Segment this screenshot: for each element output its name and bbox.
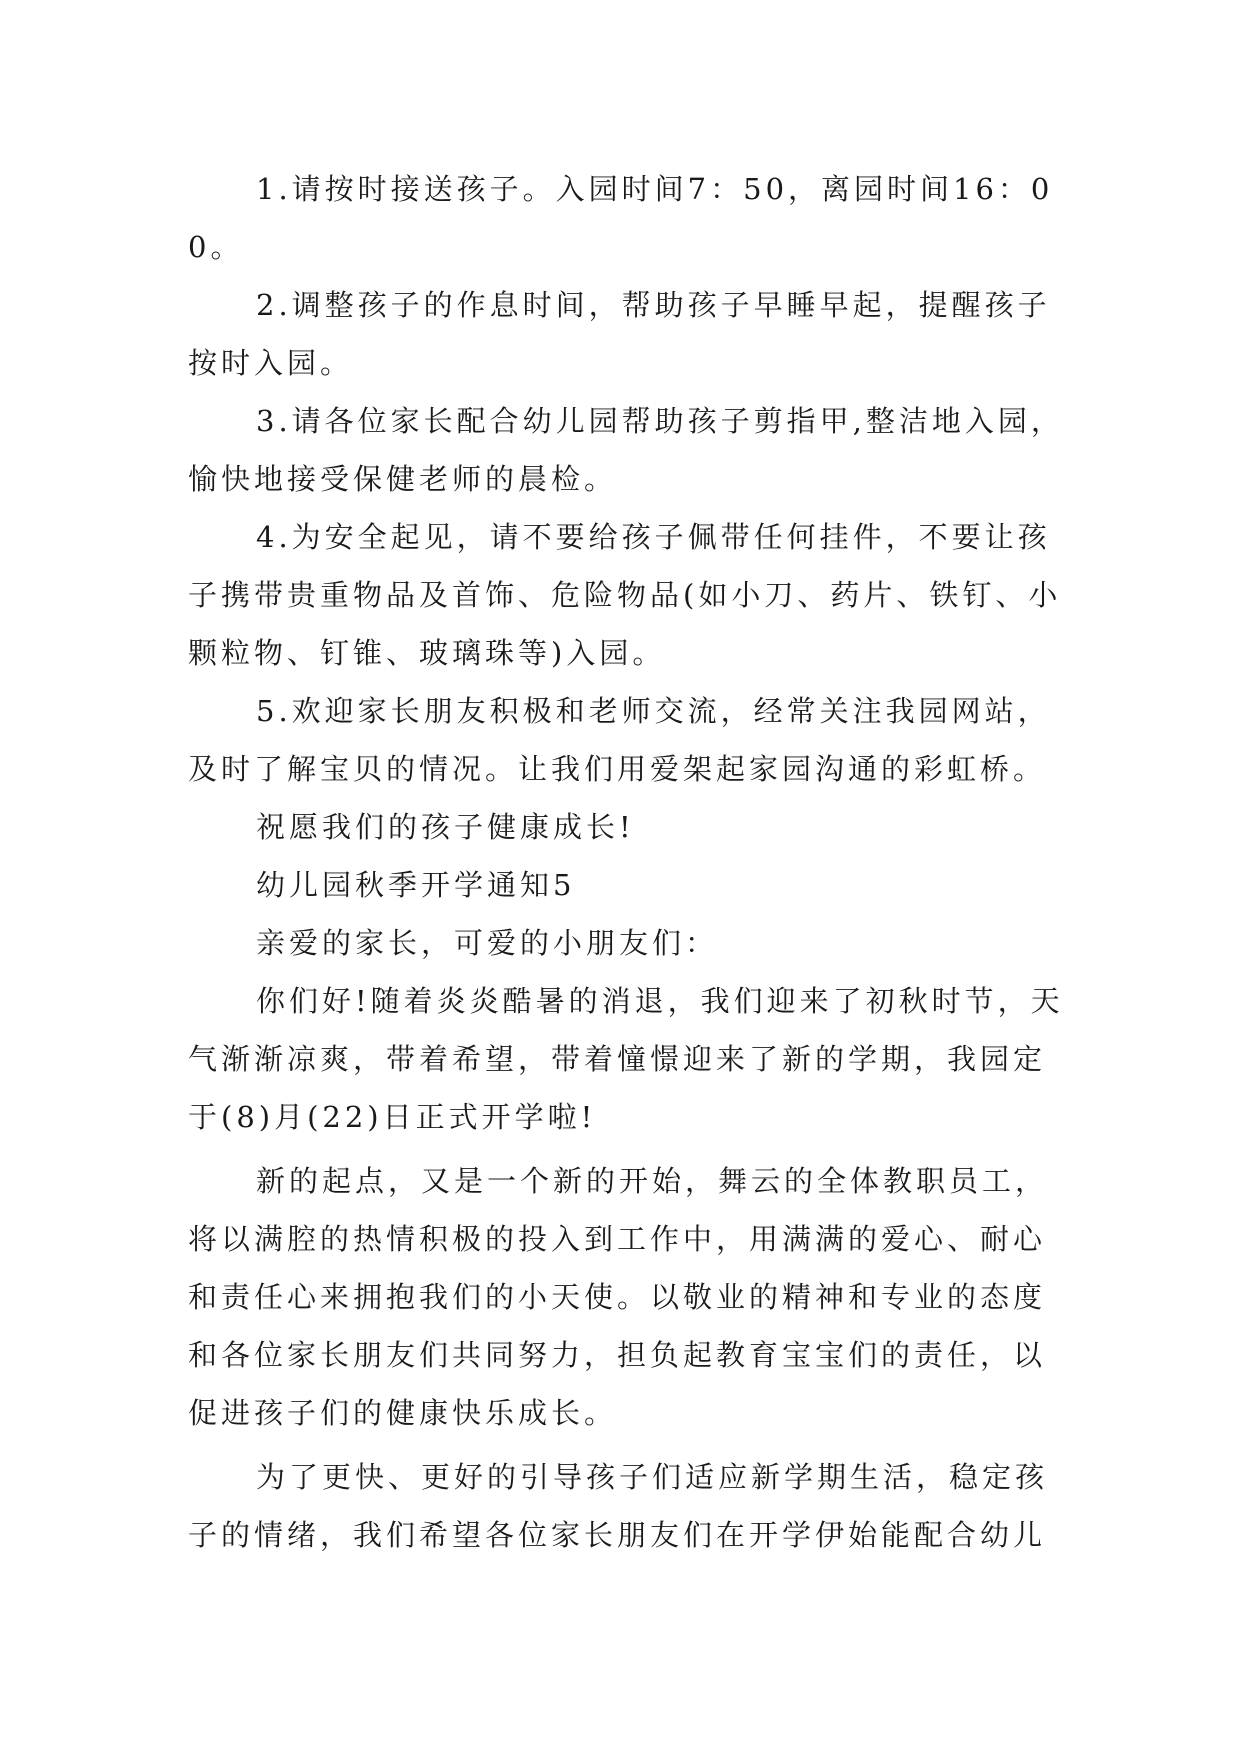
greeting: 亲爱的家长，可爱的小朋友们： (256, 926, 719, 960)
paragraph-item-3: 3.请各位家长配合幼儿园帮助孩子剪指甲,整洁地入园，愉快地接受保健老师的晨检。 (188, 404, 1064, 496)
paragraph-item-1: 1.请按时接送孩子。入园时间7：50，离园时间16：00。 (188, 172, 1054, 264)
notice-title: 幼儿园秋季开学通知5 (256, 868, 576, 902)
document-body (188, 160, 1068, 1564)
closing-wish: 祝愿我们的孩子健康成长! (256, 810, 635, 844)
paragraph-staff: 新的起点，又是一个新的开始，舞云的全体教职员工，将以满腔的热情积极的投入到工作中，用满满的爱心、耐心和责任心来拥抱我们的小天使。以敬业的精神和专业的态度和各位家长朋友们共同努力，担负起教育宝宝们的责任，以促进孩子们的健康快乐成长。 (188, 1164, 1049, 1430)
paragraph-intro: 你们好!随着炎炎酷暑的消退，我们迎来了初秋时节，天气渐渐凉爽，带着希望，带着憧憬迎来了新的学期，我园定于(8)月(22)日正式开学啦! (188, 984, 1064, 1134)
paragraph-item-2: 2.调整孩子的作息时间，帮助孩子早睡早起，提醒孩子按时入园。 (188, 288, 1051, 380)
paragraph-guidance: 为了更快、更好的引导孩子们适应新学期生活，稳定孩子的情绪，我们希望各位家长朋友们在开学伊始能配合幼儿 (188, 1460, 1049, 1552)
paragraph-item-5: 5.欢迎家长朋友积极和老师交流，经常关注我园网站，及时了解宝贝的情况。让我们用爱架起家园沟通的彩虹桥。 (188, 694, 1051, 786)
paragraph-item-4: 4.为安全起见，请不要给孩子佩带任何挂件，不要让孩子携带贵重物品及首饰、危险物品(如小刀、药片、铁钉、小颗粒物、钉锥、玻璃珠等)入园。 (188, 520, 1062, 670)
